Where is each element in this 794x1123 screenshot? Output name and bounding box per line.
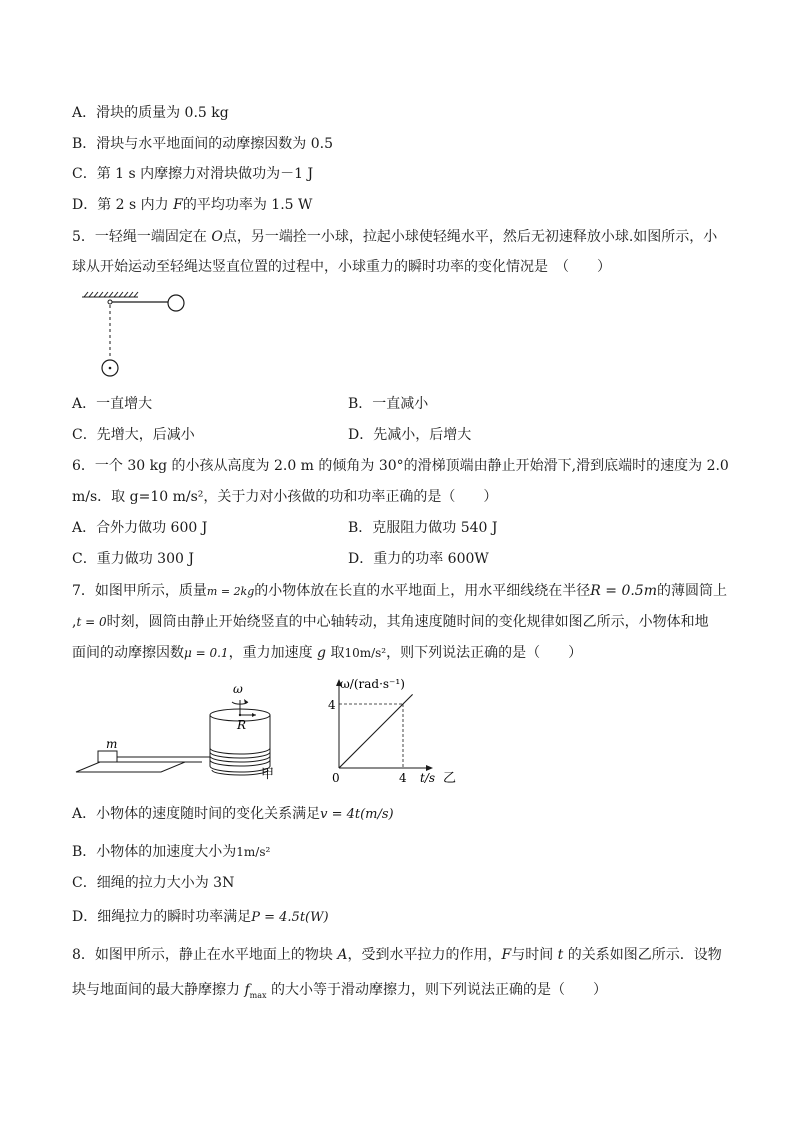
q6-option-c bbox=[72, 549, 194, 569]
q8-stem-line-1 bbox=[72, 945, 722, 965]
stem-text: 时刻，圆筒由静止开始绕竖直的中心轴转动，其角速度随时间的变化规律如图乙所示，小物体和地 bbox=[106, 614, 709, 630]
q7-option-b bbox=[72, 842, 270, 862]
stem-text: , bbox=[72, 614, 77, 630]
ball-horizontal bbox=[168, 295, 184, 311]
q4-option-d bbox=[72, 195, 312, 215]
q7-figure-jia bbox=[70, 680, 290, 785]
stem-text: 与时间 bbox=[511, 947, 558, 963]
variable-t: t bbox=[557, 947, 564, 963]
origin-label: 0 bbox=[332, 771, 340, 785]
option-text: A．合外力做功 600 J bbox=[72, 520, 208, 536]
stem-text: 的小物体放在长直的水平地面上，用水平细线绕在半径 bbox=[254, 583, 591, 599]
formula-power: P = 4.5t(W) bbox=[251, 910, 329, 925]
label-omega: ω bbox=[233, 682, 243, 696]
option-text: 的平均功率为 1.5 W bbox=[182, 197, 313, 213]
option-text: B．一直减小 bbox=[348, 396, 429, 412]
stem-text: 的关系如图乙所示．设物 bbox=[563, 947, 722, 963]
stem-text: 点，另一端拴一小球，拉起小球使轻绳水平，然后无初速释放小球.如图所示，小 bbox=[222, 229, 718, 245]
pivot-point bbox=[108, 300, 112, 304]
q7-stem-line-2 bbox=[72, 612, 709, 632]
option-text: C．细绳的拉力大小为 3N bbox=[72, 875, 235, 891]
q6-option-d bbox=[348, 549, 489, 569]
variable-f: F bbox=[501, 947, 512, 963]
q7-stem-line-3 bbox=[72, 643, 582, 663]
formula-mass: m = 2kg bbox=[206, 585, 255, 598]
q7-option-a bbox=[72, 804, 394, 825]
variable-o: O bbox=[211, 229, 223, 245]
q5-option-a bbox=[72, 394, 152, 414]
option-text: D．先减小，后增大 bbox=[348, 427, 472, 443]
option-text: D．第 2 s 内力 bbox=[72, 197, 174, 213]
option-text: C．先增大，后减小 bbox=[72, 427, 195, 443]
q7-option-d bbox=[72, 907, 329, 928]
q7-stem-line-1 bbox=[72, 581, 727, 602]
label-r: R bbox=[237, 718, 247, 732]
option-text: B．滑块与水平地面间的动摩擦因数为 0.5 bbox=[72, 136, 334, 152]
formula-gravity: 10m/s² bbox=[344, 646, 387, 660]
variable-a: A bbox=[337, 947, 348, 963]
stem-text: 取 bbox=[326, 645, 345, 661]
q5-stem-line-1 bbox=[72, 227, 717, 247]
q8-stem-line-2 bbox=[72, 980, 607, 1006]
formula-time: t = 0 bbox=[76, 615, 107, 629]
option-text: C．第 1 s 内摩擦力对滑块做功为－1 J bbox=[72, 166, 314, 182]
label-jia: 甲 bbox=[261, 767, 275, 782]
q5-option-d bbox=[348, 425, 471, 445]
x-axis-label: t/s bbox=[420, 771, 436, 785]
ground-plane bbox=[76, 762, 185, 772]
option-text: A．滑块的质量为 0.5 kg bbox=[72, 105, 229, 121]
option-text: B．克服阻力做功 540 J bbox=[348, 520, 498, 536]
stem-text: 7．如图甲所示，质量 bbox=[72, 583, 207, 599]
option-text: D．重力的功率 600W bbox=[348, 551, 489, 567]
q6-stem-line-1 bbox=[72, 456, 729, 476]
formula-acceleration: 1m/s² bbox=[236, 845, 271, 859]
formula-mu: μ = 0.1 bbox=[184, 646, 229, 660]
stem-text: 块与地面间的最大静摩擦力 bbox=[72, 982, 245, 998]
option-text: A．小物体的速度随时间的变化关系满足 bbox=[72, 806, 321, 822]
stem-text: 的大小等于滑动摩擦力，则下列说法正确的是（ ） bbox=[266, 982, 607, 998]
q5-option-c bbox=[72, 425, 195, 445]
q4-option-c bbox=[72, 164, 313, 184]
variable-g: g bbox=[317, 645, 326, 661]
q4-option-b bbox=[72, 134, 333, 154]
stem-text: 面间的动摩擦因数 bbox=[72, 645, 184, 661]
stem-text: ，受到水平拉力的作用， bbox=[347, 947, 502, 963]
graph-label-yi: 乙 bbox=[443, 771, 457, 786]
option-text: B．小物体的加速度大小为 bbox=[72, 844, 237, 860]
stem-text: 球从开始运动至轻绳达竖直位置的过程中，小球重力的瞬时功率的变化情况是 （ ） bbox=[72, 259, 611, 275]
q6-stem-line-2 bbox=[72, 487, 497, 507]
variable-f-max: f bbox=[244, 982, 250, 998]
label-m: m bbox=[106, 737, 118, 751]
block bbox=[98, 751, 117, 762]
q4-option-a bbox=[72, 103, 229, 123]
option-text: A．一直增大 bbox=[72, 396, 153, 412]
y-tick-label: 4 bbox=[328, 698, 336, 712]
ball-center-dot bbox=[109, 367, 112, 370]
y-axis-label: ω/(rad·s⁻¹) bbox=[340, 677, 405, 691]
stem-text: 8．如图甲所示，静止在水平地面上的物块 bbox=[72, 947, 338, 963]
omega-series-line bbox=[339, 694, 413, 768]
ceiling-hatch bbox=[82, 292, 138, 297]
stem-text: 的薄圆筒上 bbox=[657, 583, 727, 599]
q7-option-c bbox=[72, 873, 234, 893]
stem-text: 6．一个 30 kg 的小孩从高度为 2.0 m 的倾角为 30°的滑梯顶端由静止开始滑下,滑到底端时的速度为 2.0 bbox=[72, 458, 729, 474]
stem-text: m/s．取 g=10 m/s²，关于力对小孩做的功和功率正确的是（ ） bbox=[72, 489, 498, 505]
q6-option-b bbox=[348, 518, 498, 538]
q5-pendulum-figure bbox=[70, 288, 200, 383]
formula-radius: R = 0.5m bbox=[590, 583, 657, 599]
variable-f: F bbox=[173, 197, 183, 213]
q6-option-a bbox=[72, 518, 207, 538]
stem-text: ，重力加速度 bbox=[228, 645, 318, 661]
q5-stem-line-2 bbox=[72, 257, 611, 277]
option-text: C．重力做功 300 J bbox=[72, 551, 194, 567]
x-tick-label: 4 bbox=[399, 771, 407, 785]
stem-text: 5．一轻绳一端固定在 bbox=[72, 229, 212, 245]
option-text: D．细绳拉力的瞬时功率满足 bbox=[72, 909, 252, 925]
q5-option-b bbox=[348, 394, 428, 414]
subscript-max: max bbox=[249, 990, 267, 1000]
stem-text: ，则下列说法正确的是（ ） bbox=[386, 645, 583, 661]
q7-graph-yi bbox=[318, 674, 468, 789]
formula-velocity: v = 4t(m/s) bbox=[320, 807, 394, 822]
